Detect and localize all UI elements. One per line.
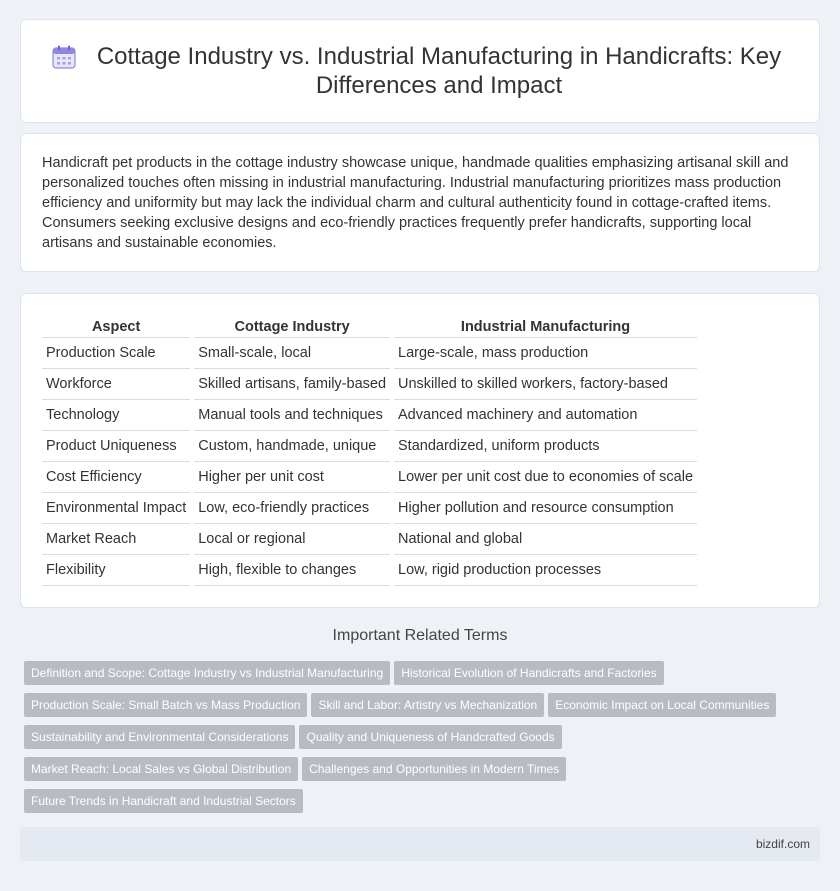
- table-cell: Workforce: [42, 369, 190, 400]
- table-cell: Environmental Impact: [42, 493, 190, 524]
- related-term-tag[interactable]: Future Trends in Handicraft and Industrial Sectors: [24, 789, 303, 813]
- related-term-tag[interactable]: Skill and Labor: Artistry vs Mechanization: [311, 693, 544, 717]
- table-cell: Product Uniqueness: [42, 431, 190, 462]
- table-cell: Technology: [42, 400, 190, 431]
- table-cell: Custom, handmade, unique: [194, 431, 390, 462]
- table-cell: Lower per unit cost due to economies of scale: [394, 462, 697, 493]
- related-terms-title: Important Related Terms: [332, 627, 508, 644]
- page-title: Cottage Industry vs. Industrial Manufacturing in Handicrafts: Key Differences and Impact: [96, 43, 782, 99]
- table-cell: Cost Efficiency: [42, 462, 190, 493]
- table-cell: Unskilled to skilled workers, factory-based: [394, 369, 697, 400]
- table-row: [42, 369, 697, 400]
- table-cell: Market Reach: [42, 524, 190, 555]
- table-cell: Large-scale, mass production: [394, 338, 697, 369]
- table-row: [42, 431, 697, 462]
- table-row: [42, 462, 697, 493]
- comparison-table: [38, 316, 701, 586]
- table-cell: Advanced machinery and automation: [394, 400, 697, 431]
- related-terms-list: [24, 661, 804, 821]
- related-term-tag[interactable]: Market Reach: Local Sales vs Global Distribution: [24, 757, 298, 781]
- table-cell: Higher per unit cost: [194, 462, 390, 493]
- table-cell: Higher pollution and resource consumption: [394, 493, 697, 524]
- intro-paragraph: Handicraft pet products in the cottage industry showcase unique, handmade qualities emphasizing artisanal skill and personalized touches often missing in industrial manufacturing. Industrial manufacturing prioritizes mass production efficiency and uniformity but may lack the individual charm and cultural authenticity found in cottage-crafted items. Consumers seeking exclusive designs and eco-friendly practices frequently prefer handicrafts, supporting local artisans and sustainable economies.: [42, 155, 789, 251]
- related-term-tag[interactable]: Historical Evolution of Handicrafts and Factories: [394, 661, 663, 685]
- table-row: [42, 400, 697, 431]
- table-cell: Skilled artisans, family-based: [194, 369, 390, 400]
- table-cell: Production Scale: [42, 338, 190, 369]
- table-cell: Low, eco-friendly practices: [194, 493, 390, 524]
- related-term-tag[interactable]: Sustainability and Environmental Considerations: [24, 725, 295, 749]
- table-row: [42, 493, 697, 524]
- table-row: [42, 338, 697, 369]
- related-term-tag[interactable]: Definition and Scope: Cottage Industry vs Industrial Manufacturing: [24, 661, 390, 685]
- column-header: Industrial Manufacturing: [394, 316, 697, 338]
- table-cell: Local or regional: [194, 524, 390, 555]
- footer: [20, 827, 820, 861]
- table-cell: Manual tools and techniques: [194, 400, 390, 431]
- header-card: [20, 19, 820, 123]
- table-cell: Standardized, uniform products: [394, 431, 697, 462]
- related-term-tag[interactable]: Production Scale: Small Batch vs Mass Production: [24, 693, 307, 717]
- table-cell: High, flexible to changes: [194, 555, 390, 586]
- table-row: [42, 524, 697, 555]
- table-row: [42, 555, 697, 586]
- column-header: Cottage Industry: [194, 316, 390, 338]
- table-cell: National and global: [394, 524, 697, 555]
- table-header-row: [42, 316, 697, 338]
- table-cell: Low, rigid production processes: [394, 555, 697, 586]
- calendar-icon: [51, 44, 77, 70]
- related-term-tag[interactable]: Economic Impact on Local Communities: [548, 693, 776, 717]
- related-term-tag[interactable]: Challenges and Opportunities in Modern Times: [302, 757, 566, 781]
- column-header: Aspect: [42, 316, 190, 338]
- intro-card: [20, 133, 820, 272]
- table-cell: Flexibility: [42, 555, 190, 586]
- comparison-card: [20, 293, 820, 608]
- site-name[interactable]: bizdif.com: [755, 837, 810, 851]
- table-cell: Small-scale, local: [194, 338, 390, 369]
- related-term-tag[interactable]: Quality and Uniqueness of Handcrafted Goods: [299, 725, 561, 749]
